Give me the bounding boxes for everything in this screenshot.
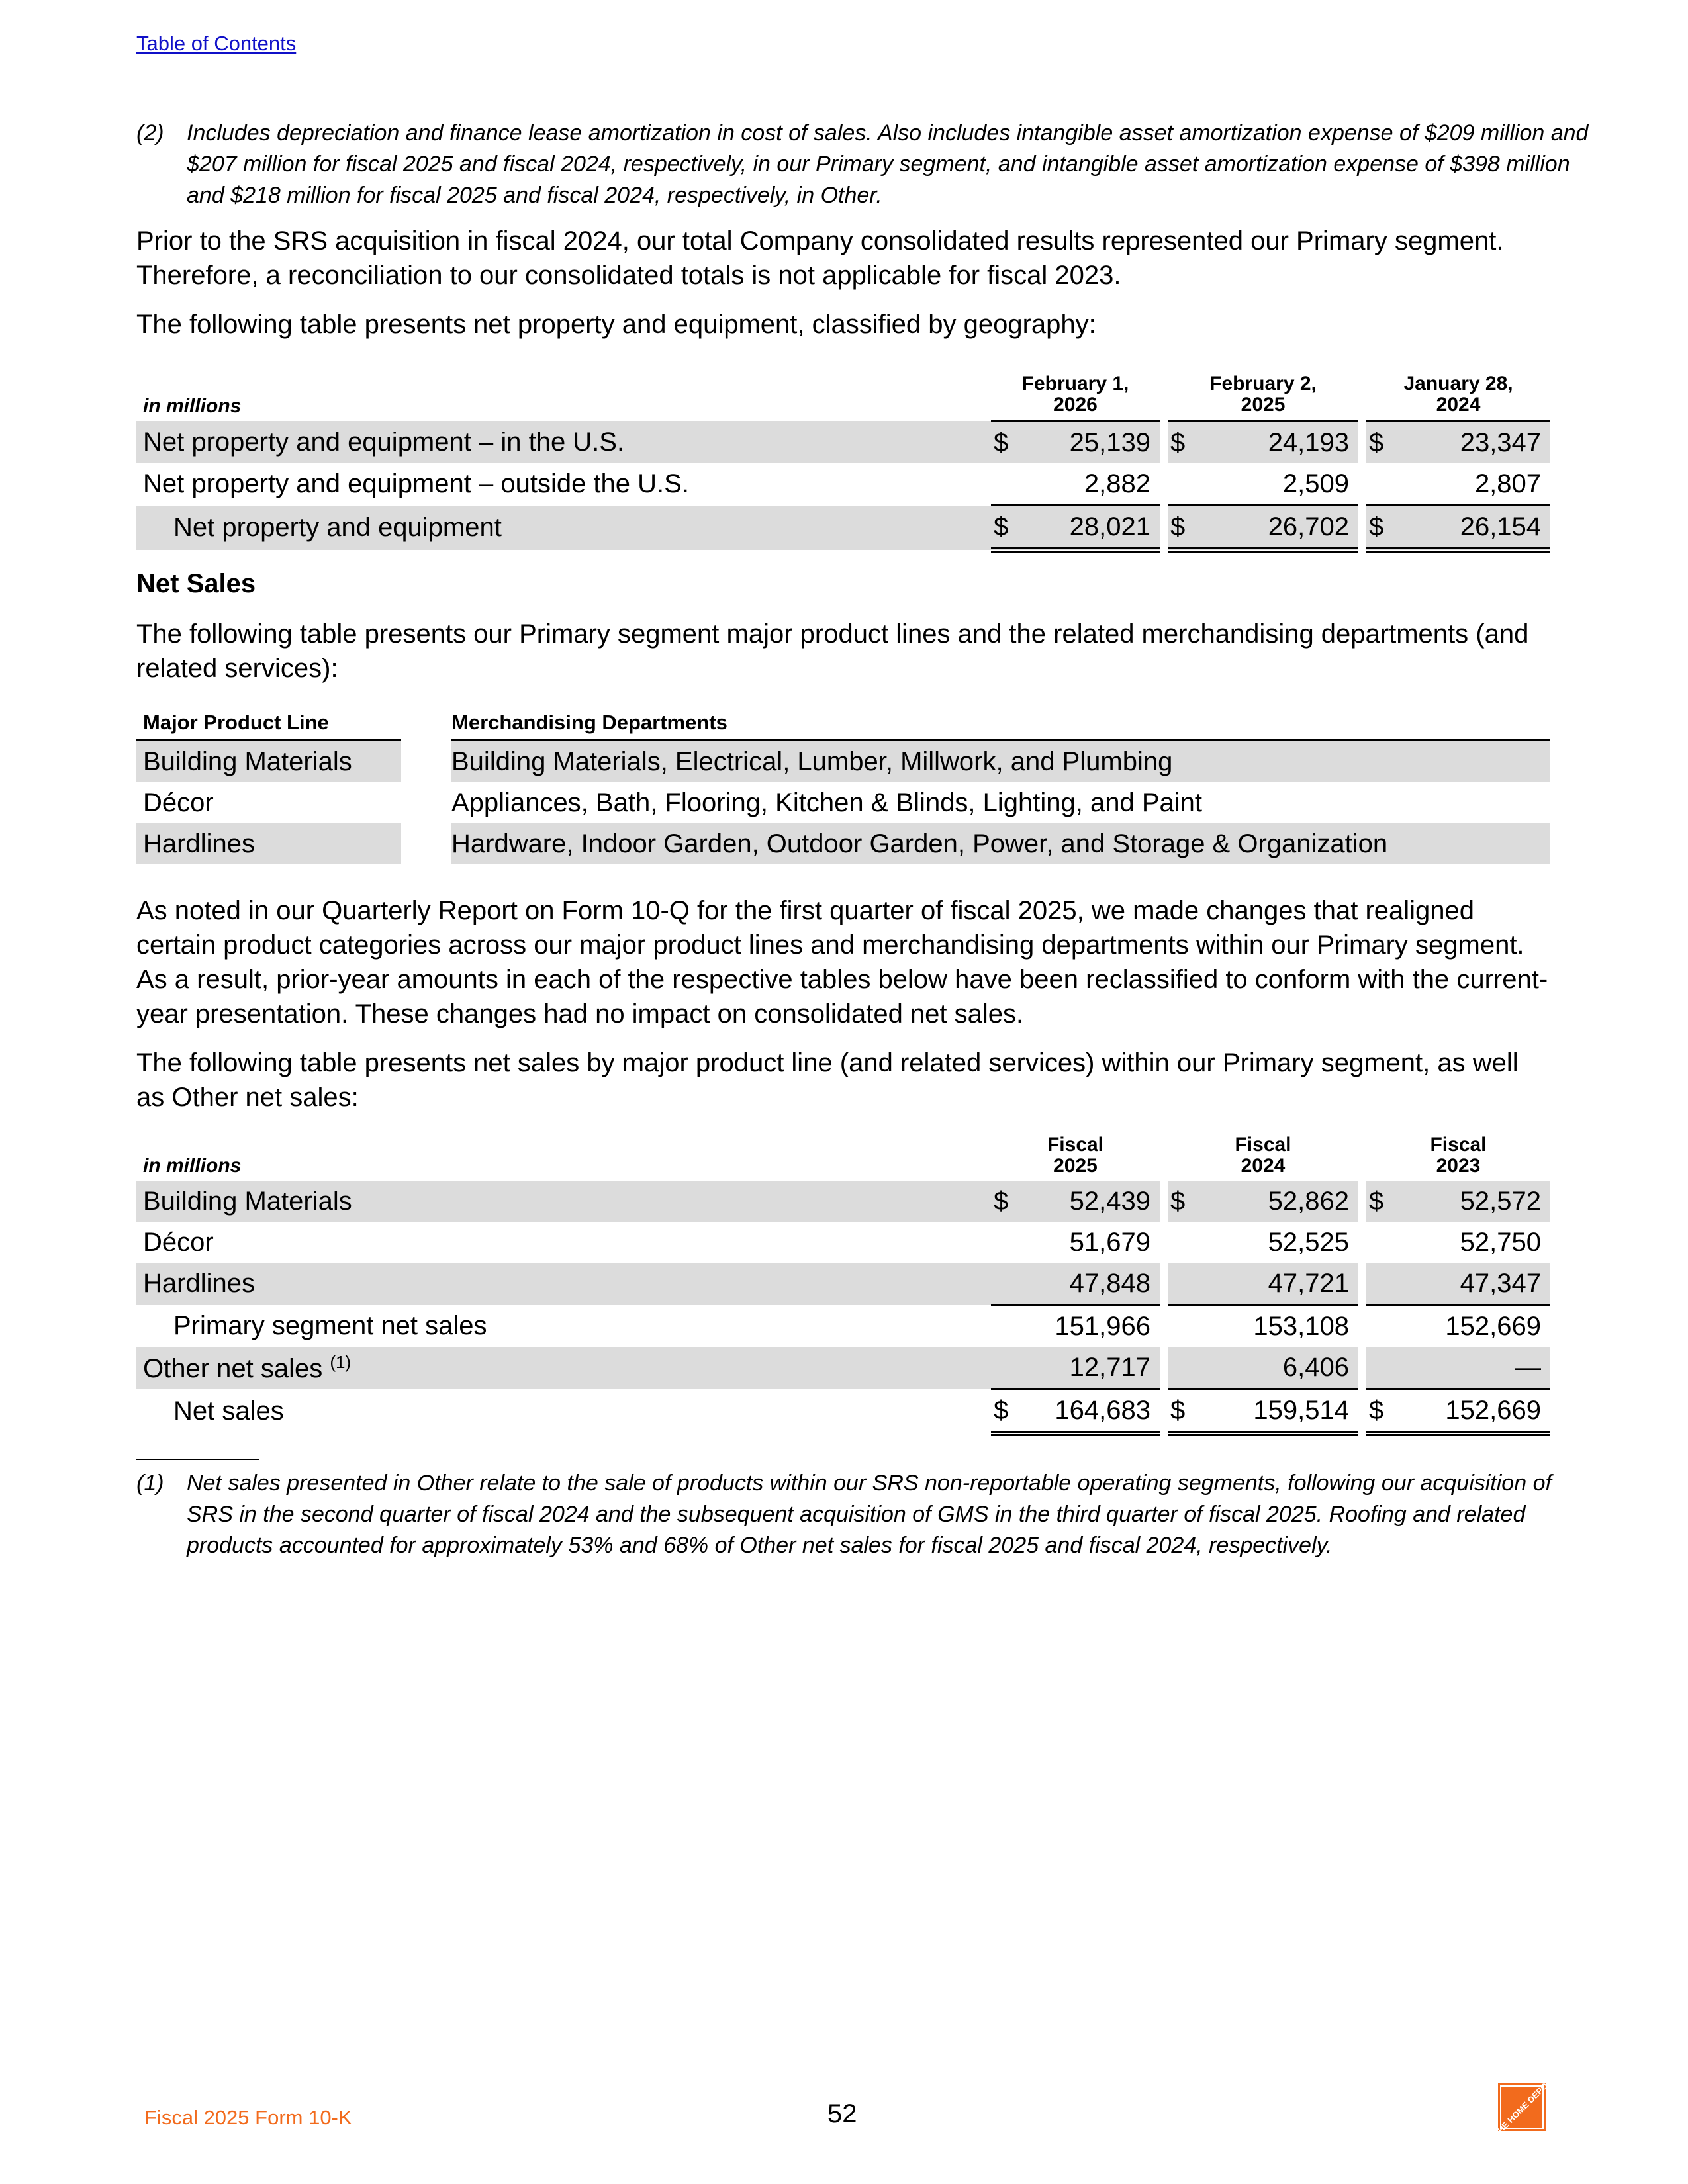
table-row: Hardlines 47,848 47,721 47,347 xyxy=(136,1263,1550,1305)
footnote-2-text: Includes depreciation and finance lease amortization in cost of sales. Also includes intangible asset amortization expense of $209 million and $207 million for fiscal 2025 and fiscal 2024, respectively, in our Primary segment, and intangible asset amortization expense of $398 million and $218 million for fiscal 2025 and fiscal 2024, respectively, in Other. xyxy=(187,120,1589,208)
table-row: Building Materials Building Materials, Electrical, Lumber, Millwork, and Plumbing xyxy=(136,740,1550,782)
footnote-1-number: (1) xyxy=(136,1471,164,1496)
paragraph-net-sales-intro: The following table presents net sales by major product line (and related services) within our Primary segment, as well as Other net sales: xyxy=(136,1048,1519,1112)
footnote-1 xyxy=(136,1468,1601,1561)
paragraph-product-lines-intro: The following table presents our Primary segment major product lines and the related merchandising departments (and related services): xyxy=(136,619,1529,683)
sales-col-header-2025: Fiscal 2025 xyxy=(1047,1134,1104,1177)
footnote-2-number: (2) xyxy=(136,120,164,146)
ppe-col-header-2024: January 28, 2024 xyxy=(1366,368,1550,421)
page-number: 52 xyxy=(827,2099,857,2128)
sales-col-header-2023: Fiscal 2023 xyxy=(1430,1134,1487,1177)
table-row: Other net sales $^{(1)}$ 12,717 6,406 — xyxy=(136,1347,1550,1389)
sales-col-header-2024: Fiscal 2024 xyxy=(1235,1134,1291,1177)
footnote-divider xyxy=(136,1459,259,1460)
footnote-ref-1: (1) xyxy=(330,1351,352,1372)
ppe-units-label: in millions xyxy=(143,395,242,417)
table-row-total: Net property and equipment $ 28,021 $ 26,702 $ 26,154 xyxy=(136,506,1550,551)
table-row-total: Net sales $ 164,683 $ 159,514 $ 152,669 xyxy=(136,1389,1550,1434)
table-row: Net property and equipment – in the U.S. $ 25,139 $ 24,193 $ 23,347 xyxy=(136,421,1550,463)
header-major-product-line: Major Product Line xyxy=(136,711,401,740)
table-row-subtotal: Primary segment net sales 151,966 153,108 152,669 xyxy=(136,1305,1550,1347)
footnote-2 xyxy=(136,118,1601,211)
home-depot-logo-text: THE HOME DEPOT xyxy=(1491,2077,1554,2139)
ppe-col-header-2025: February 2, 2025 xyxy=(1168,368,1358,421)
net-sales-heading: Net Sales xyxy=(136,569,256,598)
footer-form-label: Fiscal 2025 Form 10-K xyxy=(144,2106,352,2129)
paragraph-srs-reconciliation: Prior to the SRS acquisition in fiscal 2024, our total Company consolidated results represented our Primary segment. Therefore, a reconciliation to our consolidated totals is not applicable for fiscal 2023. xyxy=(136,226,1504,290)
footnote-1-text: Net sales presented in Other relate to the sale of products within our SRS non-reportable operating segments, following our acquisition of SRS in the second quarter of fiscal 2024 and the subsequent acquisition of GMS in the third quarter of fiscal 2025. Roofing and related products accounted for approximately 53% and 68% of Other net sales for fiscal 2025 and fiscal 2024, respectively. xyxy=(187,1471,1552,1558)
table-row: Net property and equipment – outside the U.S. 2,882 2,509 2,807 xyxy=(143,469,1542,499)
paragraph-ppe-intro: The following table presents net property and equipment, classified by geography: xyxy=(136,310,1096,339)
ppe-geography-table xyxy=(136,368,1550,553)
sales-units-label: in millions xyxy=(143,1155,242,1177)
ppe-col-header-2026: February 1, 2026 xyxy=(991,368,1160,421)
header-merchandising-departments: Merchandising Departments xyxy=(451,711,1550,740)
table-row: Hardlines Hardware, Indoor Garden, Outdoor Garden, Power, and Storage & Organization xyxy=(136,823,1550,864)
table-row: Building Materials $ 52,439 $ 52,862 $ 52,572 xyxy=(136,1181,1550,1222)
home-depot-logo xyxy=(1491,2077,1554,2139)
table-of-contents-link[interactable]: Table of Contents xyxy=(136,32,297,55)
product-lines-table xyxy=(136,711,1550,864)
paragraph-realignment: As noted in our Quarterly Report on Form 10-Q for the first quarter of fiscal 2025, we made changes that realigned certain product categories across our major product lines and merchandising departments within our Primary segment. As a result, prior-year amounts in each of the respective tables below have been reclassified to conform with the current-year presentation. These changes had no impact on consolidated net sales. xyxy=(136,896,1548,1028)
net-sales-table xyxy=(136,1125,1550,1436)
table-row: Décor 51,679 52,525 52,750 xyxy=(143,1227,1541,1257)
table-row: Décor Appliances, Bath, Flooring, Kitchen & Blinds, Lighting, and Paint xyxy=(143,788,1203,817)
